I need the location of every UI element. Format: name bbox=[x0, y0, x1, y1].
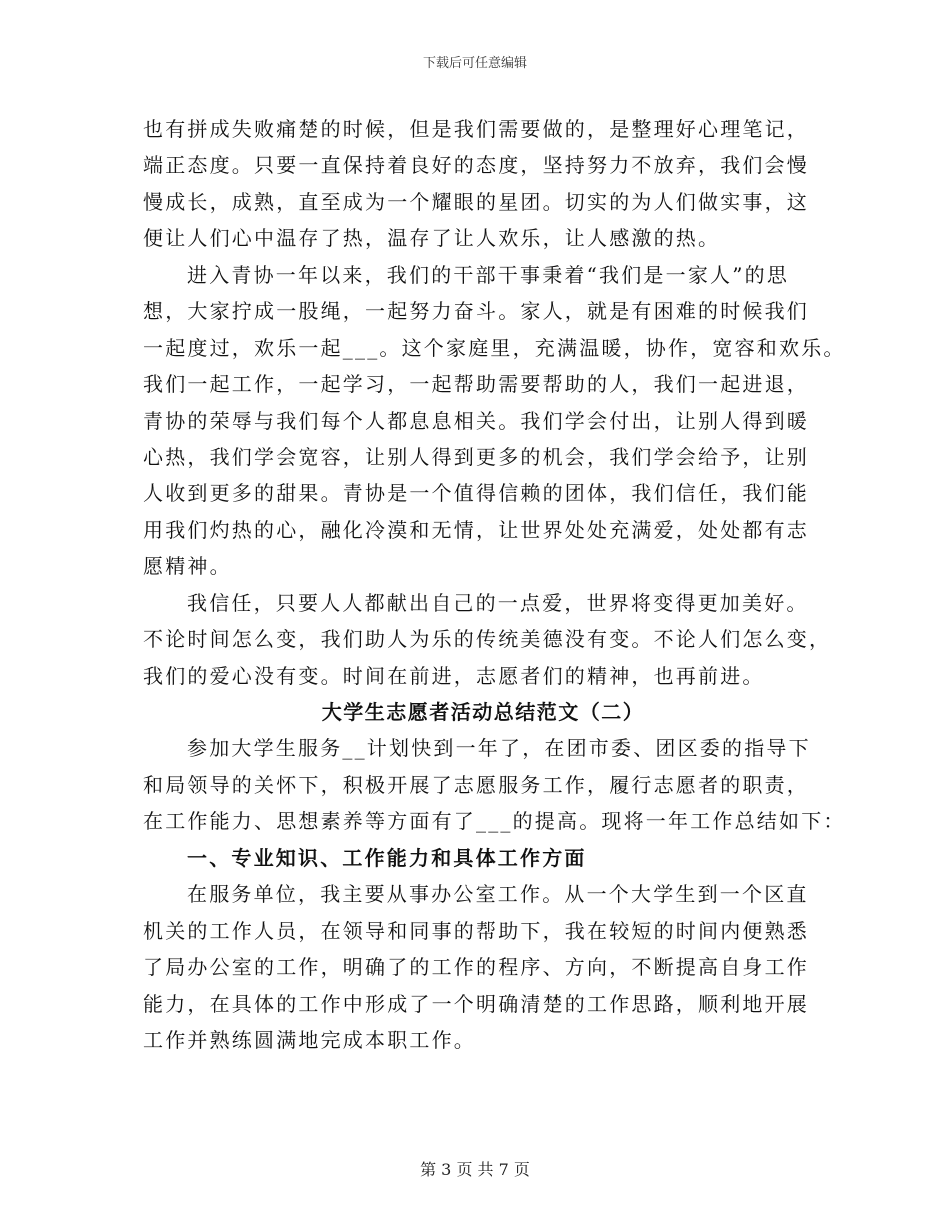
body-line: 机关的工作人员，在领导和同事的帮助下，我在较短的时间内便熟悉 bbox=[143, 918, 809, 943]
paragraph-start-line: 参加大学生服务__计划快到一年了，在团市委、团区委的指导下 bbox=[187, 736, 811, 761]
body-line: 青协的荣辱与我们每个人都息息相关。我们学会付出，让别人得到暖 bbox=[143, 408, 809, 433]
body-line: 用我们灼热的心，融化冷漠和无情，让世界处处充满爱，处处都有志 bbox=[143, 517, 809, 542]
page-footer: 第 3 页 共 7 页 bbox=[420, 1160, 530, 1179]
body-line: 人收到更多的甜果。青协是一个值得信赖的团体，我们信任，我们能 bbox=[143, 481, 809, 506]
subsection-heading: 一、专业知识、工作能力和具体工作方面 bbox=[187, 845, 587, 870]
body-line: 能力，在具体的工作中形成了一个明确清楚的工作思路，顺利地开展 bbox=[143, 991, 809, 1016]
paragraph-start-line: 在服务单位，我主要从事办公室工作。从一个大学生到一个区直 bbox=[187, 882, 809, 907]
body-line: 了局办公室的工作，明确了的工作的程序、方向，不断提高自身工作 bbox=[143, 955, 809, 980]
body-line: 不论时间怎么变，我们助人为乐的传统美德没有变。不论人们怎么变， bbox=[143, 627, 832, 652]
body-line: 一起度过，欢乐一起___。这个家庭里，充满温暖，协作，宽容和欢乐。 bbox=[143, 335, 846, 360]
body-line: 想，大家拧成一股绳，一起努力奋斗。家人，就是有困难的时候我们 bbox=[143, 299, 809, 324]
body-line: 端正态度。只要一直保持着良好的态度，坚持努力不放弃，我们会慢 bbox=[143, 153, 809, 178]
body-line: 我们一起工作，一起学习，一起帮助需要帮助的人，我们一起进退， bbox=[143, 372, 809, 397]
document-body bbox=[143, 111, 846, 1058]
body-line: 在工作能力、思想素养等方面有了___的提高。现将一年工作总结如下： bbox=[143, 809, 846, 834]
paragraph-start-line: 进入青协一年以来，我们的干部干事秉着“我们是一家人”的思 bbox=[187, 262, 790, 287]
body-line: 慢成长，成熟，直至成为一个耀眼的星团。切实的为人们做实事，这 bbox=[143, 189, 809, 214]
body-line: 便让人们心中温存了热，温存了让人欢乐，让人感激的热。 bbox=[143, 226, 721, 251]
body-line: 愿精神。 bbox=[143, 554, 232, 579]
body-line: 也有拼成失败痛楚的时候，但是我们需要做的，是整理好心理笔记， bbox=[143, 117, 809, 141]
body-line: 心热，我们学会宽容，让别人得到更多的机会，我们学会给予，让别 bbox=[143, 444, 809, 469]
paragraph-start-line: 我信任，只要人人都献出自己的一点爱，世界将变得更加美好。 bbox=[187, 590, 809, 615]
body-line: 和局领导的关怀下，积极开展了志愿服务工作，履行志愿者的职责， bbox=[143, 772, 809, 797]
body-line: 我们的爱心没有变。时间在前进，志愿者们的精神，也再前进。 bbox=[143, 663, 765, 688]
page-header: 下载后可任意编辑 bbox=[422, 56, 527, 71]
section-title: 大学生志愿者活动总结范文（二） bbox=[321, 700, 645, 724]
body-line: 工作并熟练圆满地完成本职工作。 bbox=[143, 1027, 476, 1052]
